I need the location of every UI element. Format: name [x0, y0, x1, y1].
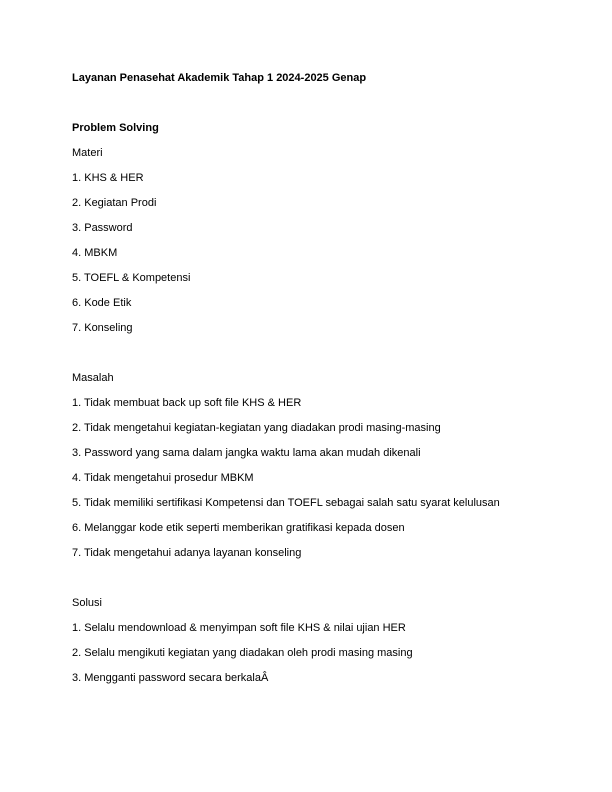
- solusi-item: 2. Selalu mengikuti kegiatan yang diadakan oleh prodi masing masing: [72, 647, 413, 659]
- materi-item: 2. Kegiatan Prodi: [72, 197, 157, 209]
- spacer: [72, 347, 542, 360]
- masalah-item: 3. Password yang sama dalam jangka waktu lama akan mudah dikenali: [72, 447, 421, 459]
- materi-heading: Materi: [72, 147, 103, 159]
- masalah-item: 7. Tidak mengetahui adanya layanan konseling: [72, 547, 302, 559]
- masalah-item: 5. Tidak memiliki sertifikasi Kompetensi dan TOEFL sebagai salah satu syarat kelulusan: [72, 497, 500, 509]
- solusi-heading: Solusi: [72, 597, 102, 609]
- materi-item: 6. Kode Etik: [72, 297, 132, 309]
- masalah-item: 1. Tidak membuat back up soft file KHS & HER: [72, 397, 302, 409]
- materi-item: 1. KHS & HER: [72, 172, 144, 184]
- masalah-item: 6. Melanggar kode etik seperti memberikan gratifikasi kepada dosen: [72, 522, 405, 534]
- solusi-item: 1. Selalu mendownload & menyimpan soft file KHS & nilai ujian HER: [72, 622, 406, 634]
- masalah-list: [72, 397, 542, 560]
- materi-item: 5. TOEFL & Kompetensi: [72, 272, 191, 284]
- solusi-list: [72, 622, 542, 685]
- masalah-item: 4. Tidak mengetahui prosedur MBKM: [72, 472, 254, 484]
- materi-item: 7. Konseling: [72, 322, 133, 334]
- materi-item: 4. MBKM: [72, 247, 118, 259]
- materi-list: [72, 172, 542, 335]
- spacer: [72, 97, 542, 110]
- materi-item: 3. Password: [72, 222, 133, 234]
- masalah-item: 2. Tidak mengetahui kegiatan-kegiatan yang diadakan prodi masing-masing: [72, 422, 441, 434]
- solusi-item: 3. Mengganti password secara berkalaÂ: [72, 672, 269, 684]
- document-body: [72, 72, 542, 697]
- section-heading: Problem Solving: [72, 122, 159, 134]
- masalah-heading: Masalah: [72, 372, 114, 384]
- spacer: [72, 572, 542, 585]
- document-title: Layanan Penasehat Akademik Tahap 1 2024-2025 Genap: [72, 72, 367, 84]
